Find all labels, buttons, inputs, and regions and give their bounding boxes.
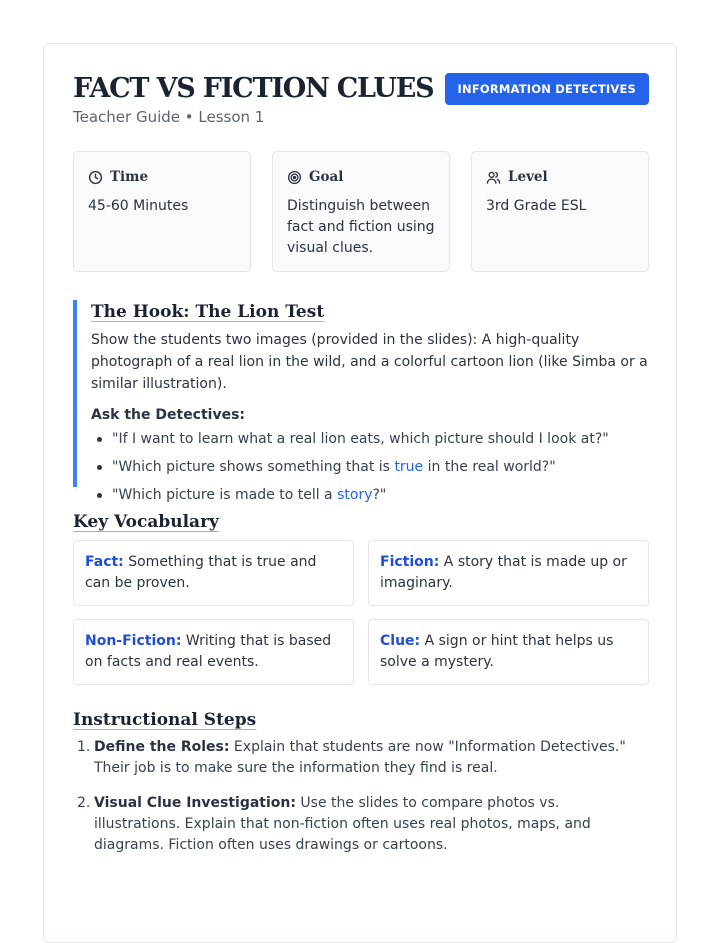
ask-label: Ask the Detectives: <box>91 407 246 423</box>
question-item <box>91 425 649 453</box>
target-icon <box>287 170 302 185</box>
vocab-term: Non-Fiction: <box>85 633 182 649</box>
goal-card-header <box>287 168 435 186</box>
users-icon <box>486 170 501 185</box>
level-card-header <box>486 168 634 186</box>
vocabulary-title: Key Vocabulary <box>73 512 219 532</box>
goal-card <box>272 151 450 272</box>
question-text-after: ?" <box>372 487 387 503</box>
info-cards <box>73 151 649 272</box>
question-text-before: "Which picture is made to tell a <box>112 487 338 503</box>
vocab-term: Fact: <box>85 554 124 570</box>
vocab-card-fact <box>73 540 354 606</box>
vocab-card-non-fiction <box>73 619 354 685</box>
step-label: Visual Clue Investigation: <box>94 795 296 811</box>
vocab-term: Clue: <box>380 633 421 649</box>
vocab-term: Fiction: <box>380 554 440 570</box>
question-list <box>91 425 649 509</box>
highlight-story: story <box>337 487 373 503</box>
time-card-header <box>88 168 236 186</box>
time-card-title: Time <box>110 169 149 185</box>
step-label: Define the Roles: <box>94 739 230 755</box>
vocabulary-grid <box>73 540 649 686</box>
step-text: Explain that students are now "Information Detectives." Their job is to make sure the information they find is real. <box>94 739 626 776</box>
level-card <box>471 151 649 272</box>
vocab-definition: A story that is made up or imaginary. <box>380 554 627 591</box>
question-item <box>91 481 649 509</box>
page-subtitle: Teacher Guide • Lesson 1 <box>73 108 265 126</box>
highlight-true: true <box>394 459 424 475</box>
question-text-before: "Which picture shows something that is <box>112 459 395 475</box>
step-item <box>73 793 649 856</box>
vocab-definition: Something that is true and can be proven. <box>85 554 317 591</box>
vocab-definition: A sign or hint that helps us solve a mystery. <box>380 633 614 670</box>
time-card-value: 45-60 Minutes <box>88 198 189 214</box>
hook-description: Show the students two images (provided in the slides): A high-quality photograph of a real lion in the wild, and a colorful cartoon lion (like Simba or a similar illustration). <box>91 332 648 392</box>
hook-title: The Hook: The Lion Test <box>91 302 325 322</box>
lesson-content <box>73 72 649 853</box>
step-number: 2. <box>77 795 91 811</box>
steps-title: Instructional Steps <box>73 710 257 730</box>
goal-card-value: Distinguish between fact and fiction using visual clues. <box>287 198 435 256</box>
steps-list <box>73 737 649 870</box>
step-text: Use the slides to compare photos vs. illustrations. Explain that non-fiction often uses real photos, maps, and diagrams. Fiction often uses drawings or cartoons. <box>94 795 591 853</box>
lesson-header <box>73 72 649 162</box>
level-card-title: Level <box>508 169 548 185</box>
level-card-value: 3rd Grade ESL <box>486 198 587 214</box>
page-title: FACT VS FICTION CLUES <box>73 73 434 104</box>
step-number: 1. <box>77 739 91 755</box>
goal-card-title: Goal <box>309 169 344 185</box>
step-item <box>73 737 649 779</box>
vocab-card-fiction <box>368 540 649 606</box>
question-item <box>91 453 649 481</box>
vocab-definition: Writing that is based on facts and real events. <box>85 633 332 670</box>
unit-badge: INFORMATION DETECTIVES <box>445 73 649 105</box>
lesson-sheet <box>43 43 677 943</box>
vocab-card-clue <box>368 619 649 685</box>
time-card <box>73 151 251 272</box>
hook-section <box>73 300 649 503</box>
question-text-after: in the real world?" <box>423 459 556 475</box>
clock-icon <box>88 170 103 185</box>
question-text: "If I want to learn what a real lion eats, which picture should I look at?" <box>112 431 609 447</box>
